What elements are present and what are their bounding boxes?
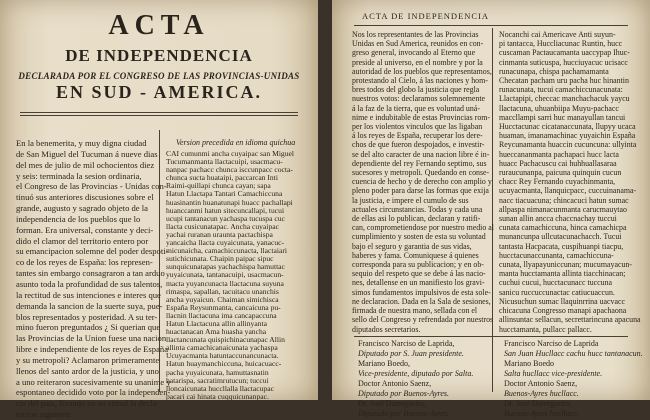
text-line: sutichicunata. Chaipin paipac sipuc [166, 254, 274, 264]
text-line: hucctamanta, pullacc pallacc. [499, 324, 592, 334]
text-line: la justicia, e impere el cumulo de sus [352, 195, 469, 205]
text-line: pacha yuyaicunata, hamuttasnatin [166, 367, 269, 377]
text-line: cinmanta suticuspa, hucciuyacuc ucisacc [499, 57, 628, 67]
text-line: sunan allin ancca chaccnachay tuccui [499, 214, 617, 224]
text-line: nuestros votos: declaramos solemnemente [352, 94, 486, 104]
text-line: grande, augusto y sagrado objeto de la [16, 203, 148, 214]
text-line: á los reyes de España, recuperar los dere- [352, 131, 483, 141]
text-line: hatarispa, sacratimrutucun; tuccui [166, 375, 269, 385]
text-line: su emancipacion solemne del poder despoti- [16, 246, 169, 257]
text-line: ucuyacmanta, llanquicpacc, cuccuinanama- [499, 186, 637, 196]
text-line: España Reysunmanta, cancaicuna pu- [166, 302, 281, 312]
document-title: ACTA [108, 10, 210, 41]
signature-entry [358, 339, 488, 359]
text-line: ne declaracion. Dada en la Sala de sesiones, [352, 296, 491, 306]
signatory-name: Dr. José Darregueira, [504, 399, 572, 408]
text-line: ancha yuyaicun. Chaiman simichisca [166, 294, 279, 304]
signatory-role: San Juan Hucllacc cachu hucc tantanacun. [504, 349, 643, 358]
text-line: tantasta Hacpacata, cuspihuanpi tiacpu, [499, 241, 624, 251]
running-header-rule [354, 25, 628, 26]
right-page [332, 0, 650, 418]
text-line: bres todos del globo la justicia que regla [352, 85, 480, 95]
text-line: nacc tiacuacuna; chincacuci hatun sumac [499, 195, 629, 205]
text-line: Hucctacunac cicatanaccunata, llupyy ucaca [499, 122, 636, 132]
text-line: cunata camachiccuna, hinca camachicpa [499, 223, 627, 233]
text-line: independencia de los pueblos que lo [16, 213, 141, 224]
signatory-role: Vice-presidente, diputado por Salta. [358, 369, 474, 378]
signatory-role: Diputado por Buenos-Ayres. [358, 409, 450, 418]
text-line: a uno reiteraron sucesivamente su unanime y [16, 376, 171, 387]
signatory-name: Francisco Narciso de Laprida [504, 339, 599, 348]
text-line: racion siguiente [16, 409, 71, 420]
signatory-role: Diputado por S. Juan presidente. [358, 349, 464, 358]
text-line: runacunapa, chispa pachamamanta [499, 66, 609, 76]
text-line: micunaicha, camachiccunacta, llactaiari [166, 246, 288, 256]
text-line: llacta cusicunatapac. Ancha cuyaipac [166, 221, 280, 231]
text-line: mino fueron preguntados ¿ Si querian que [16, 322, 161, 333]
text-line: preside al universo, en el nombre y por la [352, 57, 483, 67]
signature-entry [504, 339, 643, 359]
text-line: yuyaicunata, tantanacuipi, usacmacun- [166, 270, 284, 280]
text-line: chunca sucta huataipi, paccarcan Inti [166, 173, 278, 183]
signature-entry [504, 359, 634, 379]
text-line: simos fundamentos impulsivos de esta sole- [352, 287, 491, 297]
text-line: yachai ruranan uraunta pactachispa [166, 229, 273, 239]
text-line: manta hucctamanta allinta tiacchinacan; [499, 269, 626, 279]
text-line: runacunata, tucui camachiccunacunata: [499, 85, 623, 95]
text-line: nime e indubitable de estas Provincias rom- [352, 112, 491, 122]
header-rule-double [20, 115, 298, 116]
signatory-name: Mariano Boedo, [358, 359, 410, 368]
text-line: dependiente del rey Fernando septimo, sus [352, 158, 487, 168]
text-line: cumplimiento y sosten de esta su voluntad [352, 232, 486, 242]
text-line: dido el clamor del territorio entero por [16, 235, 149, 246]
text-line: sucesores y metropoli. Quedando en conse- [352, 168, 490, 178]
text-line: Nocanchi cai Americave Anti suyun- [499, 30, 616, 39]
running-header-text: ACTA DE INDEPENDENCIA [362, 11, 490, 21]
text-line: nes, detallense en un manifiesto los gravi- [352, 278, 485, 288]
text-line: cuencia de hecho y de derecho con amplio y [352, 177, 492, 187]
text-line: sanicu ruccuccunactac catiucuaccun. [499, 287, 615, 297]
text-line: Nos los representantes de las Provincias [352, 30, 479, 39]
text-line: Llactapipi, checcac manchachacuk yaycu [499, 94, 630, 104]
text-line: y seis: terminada la sesion ordinaria, [16, 170, 142, 181]
text-line: huacc Pachacuscu cai huhhuallasaraa [499, 158, 617, 168]
text-line: se del alto caracter de una nacion libre é in- [352, 149, 490, 159]
signatures-spanish [358, 339, 488, 419]
text-line: macta yuyancunacta llactacuna suyuna [166, 278, 284, 288]
text-line: rimaspa, sapallan, tacuitacu unanchis [166, 286, 279, 296]
text-line: chacc Rey Fernando cuyachinmanta, [499, 177, 616, 187]
signatory-name: Doctor Antonio Saenz, [358, 379, 432, 388]
document-subtitle: DE INDEPENDENCIA [65, 46, 253, 65]
text-line: actuales circunstancias. Todas y cada una [352, 204, 483, 214]
signature-entry [504, 379, 634, 399]
text-line: lloncaicunata huccllalla llactacupac [166, 383, 274, 393]
text-line: diputados secretarios. [352, 324, 421, 334]
text-line: Raimi-quillapi chunca cayan; sapa [166, 181, 271, 191]
signatory-name: Mariano Boedo [504, 359, 554, 368]
text-line: las Provincias de la Union fuese una nacion [16, 333, 167, 344]
text-line: huanccanmi hatun sitecuncallapi, tucui [166, 205, 285, 215]
text-line: espontaneo decidido voto por la independen- [16, 387, 171, 398]
text-line: de ellas asi lo publican, declaran y ratifi- [352, 214, 481, 224]
text-line: pacari cai hinata cuqquicunanpac. [166, 391, 269, 401]
text-line: llactancunata quispichinacunapac Allin [166, 335, 285, 345]
text-line: de San Miguel del Tucuman á nueve dias [16, 148, 158, 159]
declared-by-line: DECLARADA POR EL CONGRESO DE LAS PROVINCIAS-UNIDAS [18, 71, 300, 81]
left-page [0, 0, 318, 420]
text-line: demanda la sancion de la suerte suya, pue- [16, 300, 163, 311]
text-line: autoridad de los pueblos que representamos, [352, 66, 492, 76]
signatory-name: Francisco Narciso de Laprida, [358, 339, 455, 348]
text-line: bajo el seguro y garantia de sus vidas, [352, 241, 472, 251]
text-line: la rectitud de sus intenciones e interes que [16, 289, 161, 300]
quichua-text-column [166, 150, 306, 401]
text-line: ucupi tantanacun yachaspa tucuspa cuc [166, 213, 285, 223]
text-line: y su metropoli? Aclamaron primeramente [16, 354, 160, 365]
text-line: chicacuna Congresso manapi apachaona [499, 306, 627, 316]
signature-entry [504, 399, 634, 419]
text-line: firmada de nuestra mano, sellada con el [352, 306, 478, 316]
signatory-name: Doctor Antonio Saenz, [504, 379, 578, 388]
signature-entry [358, 379, 488, 399]
text-line: allinta camachicanaicunata yachaspa [166, 343, 278, 353]
text-line: Checatan pacham uru pacha huc hinantin [499, 76, 629, 86]
text-line: sunquicunatapas yachachispa hamuttac [166, 262, 285, 272]
text-line: cuscaman Pactaucamanta uaccypap Ihuc- [499, 48, 630, 58]
text-line: protestando al Cielo, á las naciones y hom- [352, 76, 488, 86]
text-line: llactacuna, uhuanbiipa Muyu-pachacc [499, 103, 619, 113]
text-line: forman. Era universal, constante y deci- [16, 224, 154, 235]
signatory-role: Salta hucllacc vice-presidente. [504, 369, 603, 378]
version-note: Version precedida en idioma quichua [176, 138, 296, 147]
signatory-name: Dr. José Darregueira, [358, 399, 426, 408]
text-line: Hatun Llactacuna allin allinyanta [166, 318, 267, 328]
quichua-declaration-column [499, 30, 641, 334]
text-line: nanpac pachacc chunca isccunpacc cocta- [166, 165, 293, 175]
signature-entry [358, 399, 488, 419]
text-line: tantes sin embargo consagraron a tan arduo [16, 268, 165, 279]
text-line: chos de que fueron despojados, e investir- [352, 140, 485, 150]
text-line: allinsuntac sellacun, secrettarincuna apacuna [499, 315, 641, 325]
text-line: Unidas en Sud America, reunidos en con- [352, 39, 484, 49]
text-line: haberes y fama. Comuniquese á quienes [352, 250, 479, 260]
text-line: pi tantacca, Huccliacunac Runtin, hucc [499, 39, 623, 49]
text-line: blos representados y posteridad. A su ter- [16, 311, 158, 322]
text-line: munancunpa ullcutacunachacch. Tucui [499, 232, 622, 242]
text-line: maccllampi sarri huc manayullan tancui [499, 112, 626, 122]
text-line: á la faz de la tierra, que es voluntad uná- [352, 103, 480, 113]
text-line: Hatun huaymanchiccuna, huicacuacc- [166, 359, 282, 369]
text-line: pleno poder para darse las formas que exija [352, 186, 489, 196]
column-divider [492, 28, 493, 392]
text-line: En la benemerita, y muy digna ciudad [16, 138, 147, 148]
text-line: huaman, imanamachinac yuyaichin España [499, 131, 636, 141]
spanish-declaration-column [352, 30, 494, 334]
region-line: EN SUD - AMERICA. [55, 82, 262, 102]
text-line: huasinantin huanatunapi huacc pachallapi [166, 197, 293, 207]
text-line: co de los reyes de España: los represen- [16, 257, 153, 268]
text-line: llenos del santo ardor de la justicia, y uno [16, 365, 159, 376]
text-line: corresponda para su publicacion; y en ob- [352, 260, 484, 270]
signatory-role: Diputado por Buenos-Ayres. [358, 389, 450, 398]
text-line: Hatun Llactapa Tantari Camachiccuna [166, 189, 283, 199]
text-line: el Congreso de las Provincias - Unidas con- [16, 181, 167, 192]
header-rule [20, 112, 298, 113]
text-line: cunata, llyapayuniccunan; mucumayacun- [499, 260, 632, 270]
text-line: CAI cumunmi ancha cuyaipac san Miguel [166, 149, 294, 158]
text-line: hucctacunaccunanta, camachiccuna- [499, 250, 614, 260]
text-line: greso general, invocando al Eterno que [352, 48, 476, 58]
text-line: cuchui cucui, hucctacunacc tuccuna [499, 278, 613, 288]
signatures-rule [354, 336, 628, 337]
text-line: cia del pais, fixando en su virtud la decla- [16, 398, 160, 409]
text-line: Reycunamanta huaccin cucuncuna: ullyinta [499, 140, 637, 150]
text-line: yancaicha llacta cuyaicunata, yanacuc- [166, 238, 285, 248]
spanish-text-column [16, 138, 171, 420]
text-line: Ucuyacmanta hatuntaccunancunacta. [166, 351, 279, 361]
text-line: asunto toda la profundidad de sus talentos, [16, 278, 163, 289]
text-line: ruraucunanpa, paicuna quinquin cucun [499, 168, 622, 178]
text-line: sello del Congreso y refrendada por nuestros [352, 315, 494, 325]
signatory-role: Buenos-Ayres hucllacc. [504, 409, 579, 418]
signatory-role: Buenos-Ayres hucllacc. [504, 389, 579, 398]
text-line: libre e independiente de los reyes de España [16, 344, 169, 355]
text-line: per los violentos vinculos que las ligaban [352, 122, 483, 132]
signatures-quichua [504, 339, 643, 419]
text-line: can, comprometiendose por nuestro medio al [352, 223, 494, 233]
text-line: hueccananmanta pachapaci hucc lacta [499, 149, 619, 159]
text-line: huactanacan Ama huasha yancha [166, 327, 267, 337]
text-line: llacnin llactacuna ima cancapaccuna [166, 310, 277, 320]
text-line: del mes de julio de mil ochocientos diez [16, 159, 155, 170]
text-line: sequio del respeto que se debe á las nacio- [352, 269, 486, 279]
text-line: tinuó sus anteriores discusiones sobre el [16, 192, 154, 203]
text-line: allpaspa nimanacunmanta carucmauytao [499, 204, 627, 214]
signature-entry [358, 359, 488, 379]
text-line: Tucumanmanta llactacuipi, usacmacu- [166, 157, 283, 167]
text-line: Nicusuchun sumac llaquinrrina uacvacc [499, 296, 625, 306]
